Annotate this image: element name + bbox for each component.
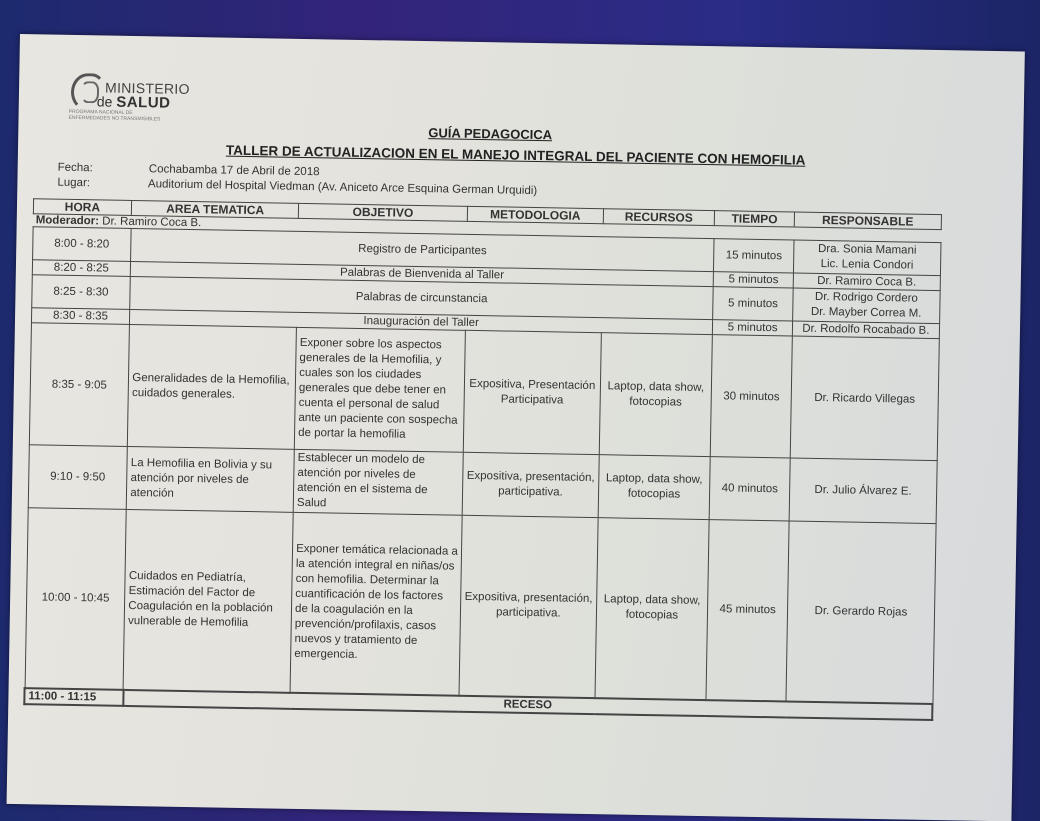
hora-cell: 8:00 - 8:20 (32, 227, 131, 262)
document-title: GUÍA PEDAGOCICA (428, 125, 553, 143)
responsable-name: Dr. Rodrigo Cordero (814, 290, 918, 305)
hora-cell: 8:35 - 9:05 (29, 323, 130, 447)
area-cell: La Hemofilia en Bolivia y su atención por niveles de atención (127, 446, 295, 512)
responsable-cell: Dr. Ricardo Villegas (790, 336, 938, 461)
logo-line1: MINISTERIO (104, 79, 190, 97)
logo-subtitle1: PROGRAMA NACIONAL DE (68, 108, 133, 116)
header-responsable: RESPONSABLE (795, 212, 941, 230)
responsable-name: Dr. Mayber Correa M. (810, 305, 922, 320)
schedule-table (23, 198, 942, 720)
logo-de: de (96, 93, 113, 110)
actividad-cell: Inauguración del Taller (130, 309, 713, 334)
header-hora: HORA (33, 199, 132, 216)
area-cell: Cuidados en Pediatría, Estimación del Factor de Coagulación en la población vulnerable de Hemofilia (123, 509, 293, 692)
responsable-name: Dra. Sonia Mamani (817, 242, 917, 257)
header-area-tematica: AREA TEMATICA (132, 200, 299, 218)
tiempo-cell: 5 minutos (712, 320, 793, 336)
logo-subtitle2: ENFERMEDADES NO TRANSMISIBLES (68, 114, 161, 123)
header-metodologia: METODOLOGIA (467, 206, 603, 223)
fecha-label: Fecha: (57, 161, 93, 175)
hora-cell: 8:30 - 8:35 (31, 308, 130, 325)
hora-cell: 8:25 - 8:30 (31, 275, 130, 310)
hora-cell: 11:00 - 11:15 (24, 688, 123, 706)
tiempo-cell: 40 minutos (709, 457, 790, 521)
recursos-cell: Laptop, data show, fotocopias (598, 455, 710, 520)
actividad-cell: Palabras de Bienvenida al Taller (131, 261, 714, 286)
tiempo-cell: 30 minutos (710, 335, 792, 458)
fecha-line (58, 162, 320, 179)
tiempo-cell: 5 minutos (713, 272, 794, 288)
header-tiempo: TIEMPO (714, 211, 795, 227)
tiempo-cell: 45 minutos (706, 520, 789, 701)
area-cell: Generalidades de la Hemofilia, cuidados generales. (128, 324, 297, 449)
receso-cell: RECESO (123, 689, 932, 719)
actividad-cell: Registro de Participantes (131, 228, 714, 271)
responsable-name: Lic. Lenia Condori (820, 258, 914, 272)
responsable-cell: Dr. Rodolfo Rocabado B. (793, 321, 939, 339)
recursos-cell: Laptop, data show, fotocopias (595, 518, 709, 700)
metodologia-cell: Expositiva, presentación, participativa. (462, 452, 599, 517)
objetivo-cell: Establecer un modelo de atención por niveles de atención en el sistema de Salud (293, 449, 463, 515)
session-row (29, 323, 939, 461)
lugar-line (57, 177, 537, 197)
objetivo-cell: Exponer sobre los aspectos generales de la Hemofilia, y cuales son los ciudades generales que debe tener en cuenta el personal de salud ante un paciente con sospecha de portar la hemofilia (294, 327, 465, 452)
hora-cell: 10:00 - 10:45 (25, 508, 127, 690)
responsable-cell: Dr. Ramiro Coca B. (793, 273, 939, 291)
metodologia-cell: Expositiva, Presentación Participativa (463, 330, 601, 454)
lugar-label: Lugar: (57, 176, 91, 190)
recursos-cell: Laptop, data show, fotocopias (599, 333, 712, 457)
responsable-cell: Dr. Julio Álvarez E. (789, 458, 936, 524)
ministry-logo (68, 71, 229, 124)
actividad-cell: Palabras de circunstancia (130, 276, 713, 319)
header-recursos: RECURSOS (603, 209, 714, 226)
tiempo-cell: 5 minutos (713, 287, 794, 321)
session-row (25, 508, 936, 704)
responsable-cell (794, 240, 941, 276)
lugar-value: Auditorium del Hospital Viedman (Av. Aniceto Arce Esquina German Urquidi) (147, 178, 538, 198)
moderator-label: Moderador: (35, 214, 100, 228)
fecha-value: Cochabamba 17 de Abril de 2018 (148, 163, 320, 179)
metodologia-cell: Expositiva, presentación, participativa. (459, 515, 598, 697)
tiempo-cell: 15 minutos (713, 239, 794, 273)
header-objetivo: OBJETIVO (298, 203, 467, 221)
hora-cell: 9:10 - 9:50 (28, 445, 128, 510)
objetivo-cell: Exponer temática relacionada a la atención integral en niñas/os con hemofilia. Determinar la cuantificación de los factores de la coagulación en la prevención/profilaxis, casos nuevos y tratamiento de emergencia. (290, 512, 462, 695)
logo-salud: SALUD (116, 93, 171, 112)
responsable-cell: Dr. Gerardo Rojas (786, 521, 935, 704)
moderator-name: Dr. Ramiro Coca B. (102, 215, 202, 230)
document-subtitle: TALLER DE ACTUALIZACION EN EL MANEJO INTEGRAL DEL PACIENTE CON HEMOFILIA (225, 142, 806, 168)
hora-cell: 8:20 - 8:25 (32, 260, 131, 277)
document-page (7, 34, 1025, 821)
responsable-cell (793, 288, 940, 324)
